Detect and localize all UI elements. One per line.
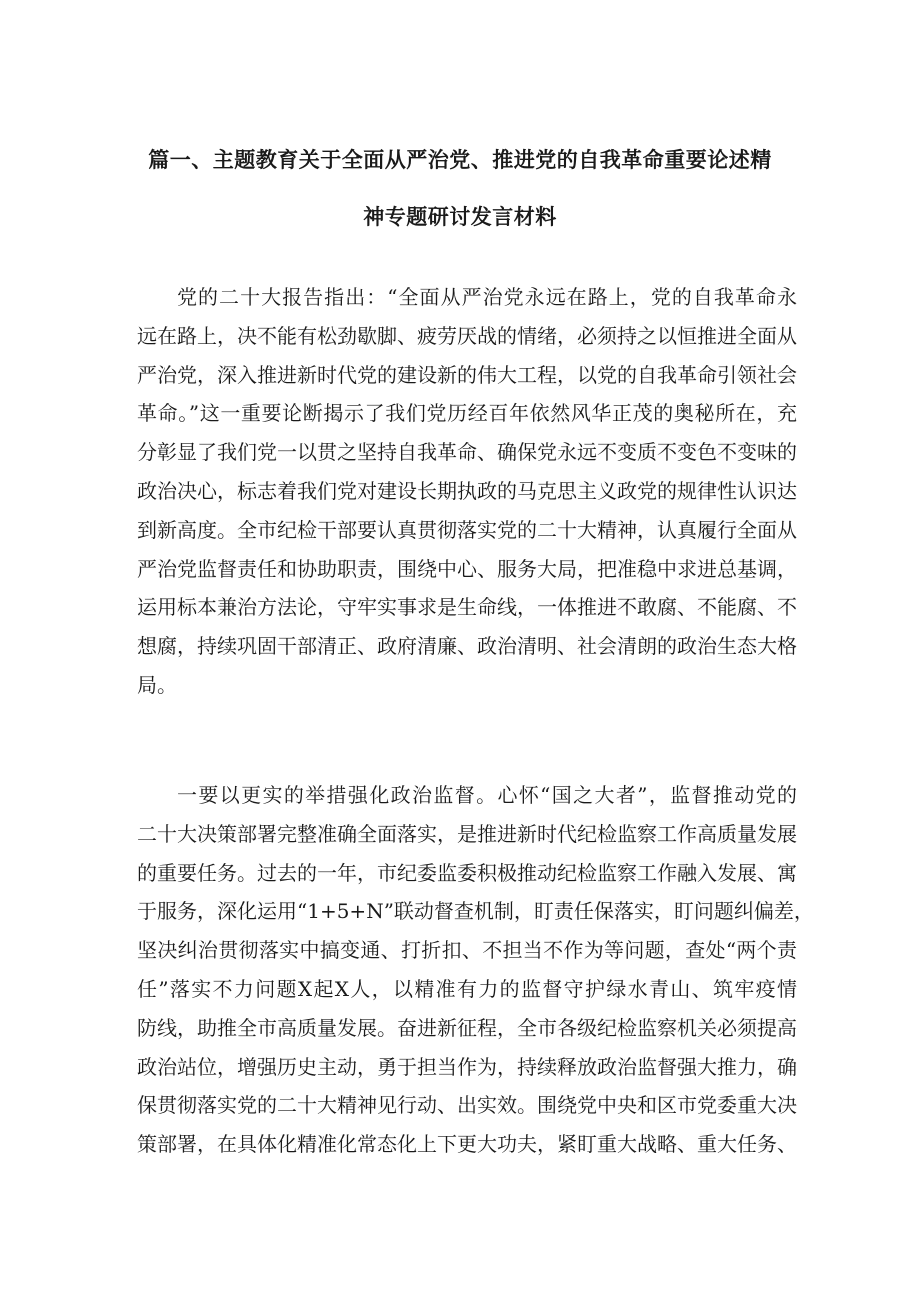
paragraph-line: 想腐，持续巩固干部清正、政府清廉、政治清明、社会清朗的政治生态大格 <box>137 634 797 659</box>
paragraph-line: 二十大决策部署完整准确全面落实，是推进新时代纪检监察工作高质量发展 <box>137 821 797 846</box>
paragraph-line: 策部署，在具体化精准化常态化上下更大功夫，紧盯重大战略、重大任务、 <box>137 1132 797 1157</box>
document-title-line-1: 篇一、主题教育关于全面从严治党、推进党的自我革命重要论述精 <box>148 148 772 172</box>
paragraph-2 <box>137 776 814 1164</box>
paragraph-line: 政治决心，标志着我们党对建设长期执政的马克思主义政党的规律性认识达 <box>137 478 797 503</box>
paragraph-line: 于服务，深化运用“1+5+N”联动督查机制，盯责任保落实，盯问题纠偏差， <box>137 899 814 924</box>
paragraph-line: 保贯彻落实党的二十大精神见行动、出实效。围绕党中央和区市党委重大决 <box>137 1093 797 1118</box>
paragraph-1 <box>137 278 797 705</box>
paragraph-line: 任”落实不力问题X起X人，以精准有力的监督守护绿水青山、筑牢疫情 <box>137 976 797 1001</box>
paragraph-line: 坚决纠治贯彻落实中搞变通、打折扣、不担当不作为等问题，查处“两个责 <box>137 938 797 963</box>
paragraph-line: 运用标本兼治方法论，守牢实事求是生命线，一体推进不敢腐、不能腐、不 <box>137 595 797 620</box>
paragraph-line: 远在路上，决不能有松劲歇脚、疲劳厌战的情绪，必须持之以恒推进全面从 <box>137 323 797 348</box>
paragraph-line: 严治党，深入推进新时代党的建设新的伟大工程，以党的自我革命引领社会 <box>137 362 797 387</box>
paragraph-line: 到新高度。全市纪检干部要认真贯彻落实党的二十大精神，认真履行全面从 <box>137 517 797 542</box>
paragraph-line: 分彰显了我们党一以贯之坚持自我革命、确保党永远不变质不变色不变味的 <box>137 440 797 465</box>
paragraph-line: 一要以更实的举措强化政治监督。心怀“国之大者”，监督推动党的 <box>177 783 797 807</box>
paragraph-line: 的重要任务。过去的一年，市纪委监委积极推动纪检监察工作融入发展、寓 <box>137 860 797 885</box>
document-title-line-2: 神专题研讨发言材料 <box>363 205 557 229</box>
paragraph-line: 政治站位，增强历史主动，勇于担当作为，持续释放政治监督强大推力，确 <box>137 1054 797 1079</box>
paragraph-line: 防线，助推全市高质量发展。奋进新征程，全市各级纪检监察机关必须提高 <box>137 1015 797 1040</box>
paragraph-line: 局。 <box>137 672 177 697</box>
paragraph-line: 党的二十大报告指出：“全面从严治党永远在路上，党的自我革命永 <box>177 285 797 309</box>
paragraph-line: 革命。”这一重要论断揭示了我们党历经百年依然风华正茂的奥秘所在，充 <box>137 401 797 426</box>
paragraph-line: 严治党监督责任和协助职责，围绕中心、服务大局，把准稳中求进总基调， <box>137 556 797 581</box>
